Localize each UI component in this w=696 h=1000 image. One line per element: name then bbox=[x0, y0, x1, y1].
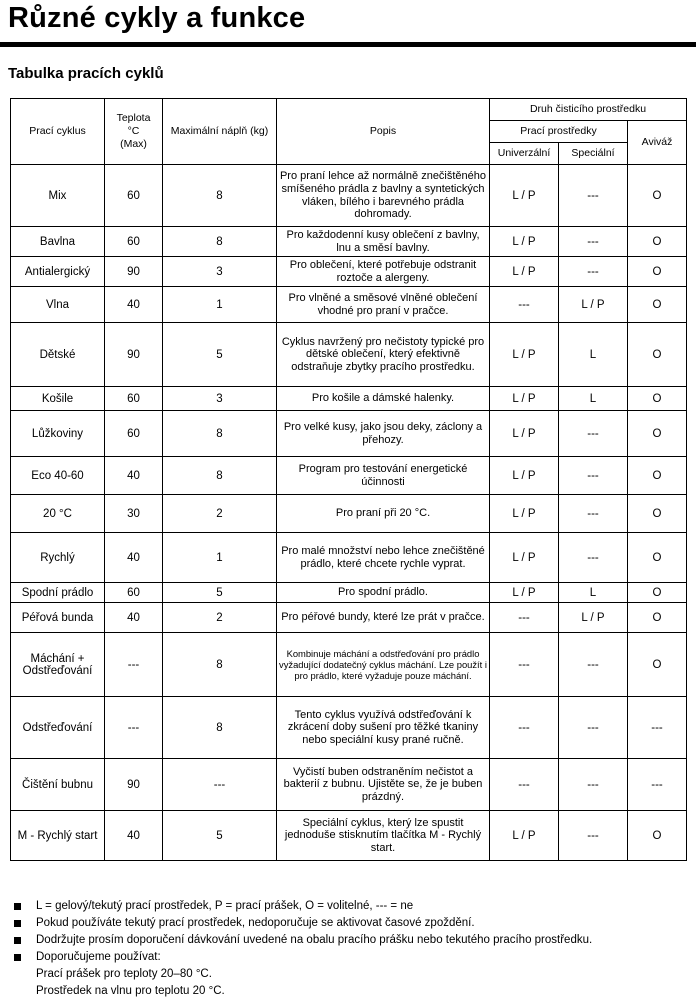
cycle-description: Pro velké kusy, jako jsou deky, záclony a přehozy. bbox=[277, 411, 490, 457]
cycle-temp: 90 bbox=[105, 323, 163, 387]
cycle-load: --- bbox=[163, 759, 277, 811]
cycle-special: L / P bbox=[559, 287, 628, 323]
cycle-name: M - Rychlý start bbox=[11, 811, 105, 861]
cycle-temp: 60 bbox=[105, 165, 163, 227]
section-title: Tabulka pracích cyklů bbox=[8, 65, 164, 82]
cycle-universal: L / P bbox=[490, 323, 559, 387]
footnote bbox=[14, 949, 690, 966]
cycle-universal: L / P bbox=[490, 533, 559, 583]
cycle-description: Pro praní lehce až normálně znečištěného smíšeného prádla z bavlny a syntetických vláken, bílého i barevného prádla dohromady. bbox=[277, 165, 490, 227]
table-row bbox=[11, 697, 687, 759]
header-temp-unit: °C bbox=[127, 125, 140, 137]
cycle-name: 20 °C bbox=[11, 495, 105, 533]
cycle-temp: 60 bbox=[105, 411, 163, 457]
table-row bbox=[11, 387, 687, 411]
table-row bbox=[11, 323, 687, 387]
cycle-special: --- bbox=[559, 811, 628, 861]
cycle-temp: --- bbox=[105, 633, 163, 697]
cycle-description: Pro vlněné a směsové vlněné oblečení vhodné pro praní v pračce. bbox=[277, 287, 490, 323]
cycle-universal: L / P bbox=[490, 227, 559, 257]
header-detergents: Prací prostředky bbox=[490, 121, 628, 143]
table-row bbox=[11, 165, 687, 227]
cycle-name: Košile bbox=[11, 387, 105, 411]
cycle-name: Odstřeďování bbox=[11, 697, 105, 759]
cycle-description: Pro praní při 20 °C. bbox=[277, 495, 490, 533]
bullet-square-icon bbox=[14, 920, 21, 927]
cycle-load: 2 bbox=[163, 495, 277, 533]
cycle-softener: O bbox=[628, 533, 687, 583]
cycle-universal: L / P bbox=[490, 257, 559, 287]
cycle-universal: L / P bbox=[490, 411, 559, 457]
cycle-universal: --- bbox=[490, 759, 559, 811]
cycle-name: Čištění bubnu bbox=[11, 759, 105, 811]
page-title: Různé cykly a funkce bbox=[8, 2, 306, 34]
cycle-description: Cyklus navržený pro nečistoty typické pro dětské oblečení, který efektivně odstraňuje zbytky pracího prostředku. bbox=[277, 323, 490, 387]
cycle-temp: 30 bbox=[105, 495, 163, 533]
bullet-square-icon bbox=[14, 954, 21, 961]
cycle-description: Pro malé množství nebo lehce znečištěné prádlo, které chcete rychle vyprat. bbox=[277, 533, 490, 583]
wash-cycles-table bbox=[10, 98, 687, 861]
table-header bbox=[11, 99, 687, 165]
cycle-description: Tento cyklus využívá odstřeďování k zkrácení doby sušení pro těžké tkaniny nebo speciální kusy prané ručně. bbox=[277, 697, 490, 759]
cycle-special: --- bbox=[559, 165, 628, 227]
cycle-load: 8 bbox=[163, 633, 277, 697]
cycle-universal: --- bbox=[490, 633, 559, 697]
bullet-square-icon bbox=[14, 937, 21, 944]
cycle-special: L / P bbox=[559, 603, 628, 633]
cycle-universal: L / P bbox=[490, 165, 559, 227]
cycle-special: L bbox=[559, 387, 628, 411]
table-row bbox=[11, 257, 687, 287]
cycle-temp: 40 bbox=[105, 603, 163, 633]
cycle-load: 8 bbox=[163, 165, 277, 227]
footnote-text: L = gelový/tekutý prací prostředek, P = prací prášek, O = volitelné, --- = ne bbox=[36, 900, 414, 912]
cycle-description: Speciální cyklus, který lze spustit jednoduše stisknutím tlačítka M - Rychlý start. bbox=[277, 811, 490, 861]
cycle-name: Mix bbox=[11, 165, 105, 227]
cycle-softener: --- bbox=[628, 759, 687, 811]
cycle-temp: 60 bbox=[105, 583, 163, 603]
cycle-name: Bavlna bbox=[11, 227, 105, 257]
cycle-load: 1 bbox=[163, 287, 277, 323]
cycle-temp: 90 bbox=[105, 759, 163, 811]
cycle-softener: O bbox=[628, 323, 687, 387]
cycle-universal: L / P bbox=[490, 583, 559, 603]
cycle-description: Pro oblečení, které potřebuje odstranit roztoče a alergeny. bbox=[277, 257, 490, 287]
cycle-universal: --- bbox=[490, 603, 559, 633]
cycle-load: 8 bbox=[163, 227, 277, 257]
cycle-softener: O bbox=[628, 457, 687, 495]
cycle-name: Antialergický bbox=[11, 257, 105, 287]
cycle-softener: O bbox=[628, 811, 687, 861]
footnote-subline: Prací prášek pro teploty 20–80 °C. bbox=[36, 968, 212, 980]
cycle-name: Vlna bbox=[11, 287, 105, 323]
cycle-name: Dětské bbox=[11, 323, 105, 387]
cycle-name: Máchání + Odstřeďování bbox=[11, 633, 105, 697]
header-cycle: Prací cyklus bbox=[11, 99, 105, 165]
cycle-description: Pro každodenní kusy oblečení z bavlny, lnu a směsí bavlny. bbox=[277, 227, 490, 257]
cycle-softener: O bbox=[628, 583, 687, 603]
cycle-name: Spodní prádlo bbox=[11, 583, 105, 603]
header-softener: Aviváž bbox=[628, 121, 687, 165]
cycle-softener: O bbox=[628, 227, 687, 257]
cycle-softener: O bbox=[628, 257, 687, 287]
cycle-softener: O bbox=[628, 411, 687, 457]
header-detergent-type: Druh čisticího prostředku bbox=[490, 99, 687, 121]
cycle-softener: O bbox=[628, 165, 687, 227]
cycle-special: --- bbox=[559, 759, 628, 811]
footnote bbox=[14, 932, 690, 949]
cycle-description: Pro spodní prádlo. bbox=[277, 583, 490, 603]
cycle-softener: O bbox=[628, 495, 687, 533]
cycle-name: Péřová bunda bbox=[11, 603, 105, 633]
cycle-special: --- bbox=[559, 411, 628, 457]
cycle-special: --- bbox=[559, 457, 628, 495]
table-row bbox=[11, 533, 687, 583]
cycle-load: 1 bbox=[163, 533, 277, 583]
table-row bbox=[11, 411, 687, 457]
header-temperature bbox=[105, 99, 163, 165]
table-row bbox=[11, 227, 687, 257]
footnote-text: Doporučujeme používat: bbox=[36, 951, 161, 963]
cycle-temp: 40 bbox=[105, 811, 163, 861]
cycle-special: --- bbox=[559, 697, 628, 759]
cycle-special: L bbox=[559, 583, 628, 603]
cycle-load: 5 bbox=[163, 583, 277, 603]
cycle-softener: --- bbox=[628, 697, 687, 759]
footnote-subline: Prostředek na vlnu pro teplotu 20 °C. bbox=[36, 985, 225, 997]
cycle-description: Pro košile a dámské halenky. bbox=[277, 387, 490, 411]
table-row bbox=[11, 287, 687, 323]
cycle-softener: O bbox=[628, 387, 687, 411]
cycle-universal: --- bbox=[490, 697, 559, 759]
cycle-load: 3 bbox=[163, 387, 277, 411]
cycle-special: --- bbox=[559, 533, 628, 583]
cycle-temp: --- bbox=[105, 697, 163, 759]
cycle-load: 8 bbox=[163, 457, 277, 495]
cycle-description: Kombinuje máchání a odstřeďování pro prádlo vyžadující dodatečný cyklus máchání. Lze použít i pro prádlo, které vyžaduje pouze máchání. bbox=[277, 633, 490, 697]
footnote-text: Pokud používáte tekutý prací prostředek, nedoporučuje se aktivovat časové zpoždění. bbox=[36, 917, 475, 929]
cycle-special: --- bbox=[559, 257, 628, 287]
cycle-load: 5 bbox=[163, 811, 277, 861]
cycle-load: 2 bbox=[163, 603, 277, 633]
cycle-temp: 60 bbox=[105, 387, 163, 411]
cycle-temp: 40 bbox=[105, 457, 163, 495]
cycle-name: Eco 40-60 bbox=[11, 457, 105, 495]
header-special: Speciální bbox=[559, 143, 628, 165]
cycle-special: --- bbox=[559, 633, 628, 697]
cycle-special: --- bbox=[559, 227, 628, 257]
cycle-name: Rychlý bbox=[11, 533, 105, 583]
header-temp-label: Teplota bbox=[116, 112, 151, 124]
cycle-temp: 90 bbox=[105, 257, 163, 287]
header-max-load: Maximální náplň (kg) bbox=[163, 99, 277, 165]
cycle-description: Program pro testování energetické účinnosti bbox=[277, 457, 490, 495]
cycle-universal: L / P bbox=[490, 387, 559, 411]
cycle-softener: O bbox=[628, 633, 687, 697]
header-universal: Univerzální bbox=[490, 143, 559, 165]
cycle-temp: 60 bbox=[105, 227, 163, 257]
footnote bbox=[14, 898, 690, 915]
cycle-special: --- bbox=[559, 495, 628, 533]
title-divider bbox=[0, 42, 696, 47]
cycle-description: Pro péřové bundy, které lze prát v pračce. bbox=[277, 603, 490, 633]
bullet-square-icon bbox=[14, 903, 21, 910]
footnotes bbox=[14, 898, 690, 1000]
table-row bbox=[11, 633, 687, 697]
cycle-load: 8 bbox=[163, 697, 277, 759]
cycle-temp: 40 bbox=[105, 287, 163, 323]
table-row bbox=[11, 759, 687, 811]
cycle-universal: L / P bbox=[490, 495, 559, 533]
header-description: Popis bbox=[277, 99, 490, 165]
cycle-universal: L / P bbox=[490, 457, 559, 495]
cycle-name: Lůžkoviny bbox=[11, 411, 105, 457]
cycle-softener: O bbox=[628, 603, 687, 633]
table-row bbox=[11, 457, 687, 495]
cycle-universal: L / P bbox=[490, 811, 559, 861]
table-row bbox=[11, 495, 687, 533]
table-row bbox=[11, 603, 687, 633]
header-temp-max: (Max) bbox=[120, 138, 147, 150]
table-row bbox=[11, 811, 687, 861]
cycle-special: L bbox=[559, 323, 628, 387]
cycle-universal: --- bbox=[490, 287, 559, 323]
table-body bbox=[11, 165, 687, 861]
footnote bbox=[14, 915, 690, 932]
cycle-softener: O bbox=[628, 287, 687, 323]
cycle-load: 8 bbox=[163, 411, 277, 457]
table-row bbox=[11, 583, 687, 603]
cycle-load: 3 bbox=[163, 257, 277, 287]
footnote-text: Dodržujte prosím doporučení dávkování uvedené na obalu pracího prášku nebo tekutého pracího prostředku. bbox=[36, 934, 593, 946]
cycle-temp: 40 bbox=[105, 533, 163, 583]
cycle-load: 5 bbox=[163, 323, 277, 387]
cycle-description: Vyčistí buben odstraněním nečistot a bakterií z bubnu. Ujistěte se, že je buben prázdný. bbox=[277, 759, 490, 811]
